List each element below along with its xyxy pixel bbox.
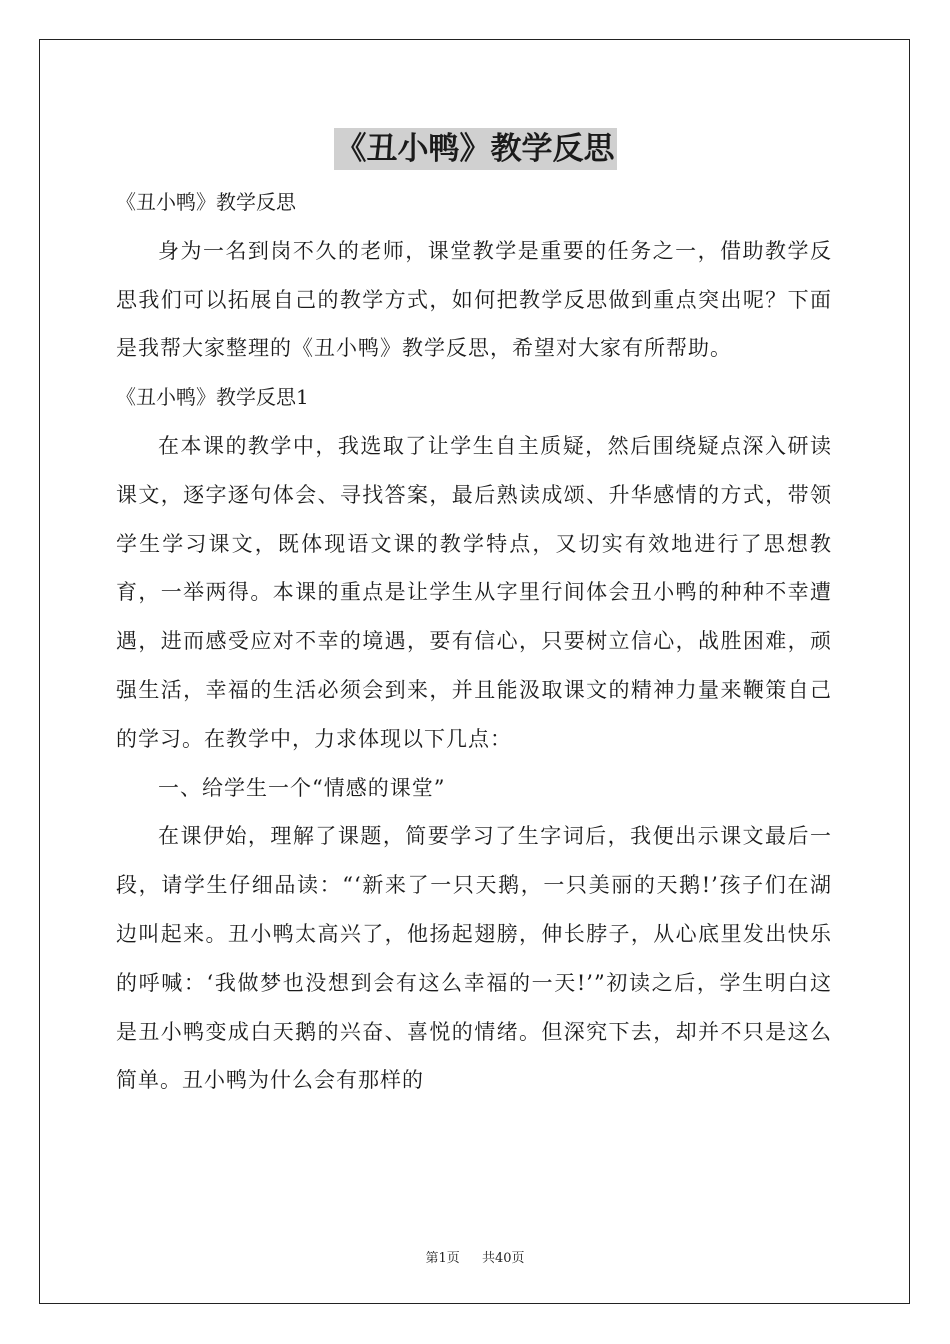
page-total: 共40页 <box>482 1251 525 1266</box>
section-heading: 《丑小鸭》教学反思 <box>116 190 296 214</box>
paragraph: 在本课的教学中，我选取了让学生自主质疑，然后围绕疑点深入研读课文，逐字逐句体会、寻找答案，最后熟读成颂、升华感情的方式，带领学生学习课文，既体现语文课的教学特点，又切实有效地进行了思想教育，一举两得。本课的重点是让学生从字里行间体会丑小鸭的种种不幸遭遇，进而感受应对不幸的境遇，要有信心，只要树立信心，战胜困难，顽强生活，幸福的生活必须会到来，并且能汲取课文的精神力量来鞭策自己的学习。在教学中，力求体现以下几点： <box>116 433 832 751</box>
title-area <box>0 128 950 170</box>
page-footer <box>0 1247 950 1266</box>
paragraph: 一、给学生一个“情感的课堂” <box>158 775 446 800</box>
paragraph: 身为一名到岗不久的老师，课堂教学是重要的任务之一，借助教学反思我们可以拓展自己的教学方式，如何把教学反思做到重点突出呢？下面是我帮大家整理的《丑小鸭》教学反思，希望对大家有所帮助。 <box>116 238 832 361</box>
section-heading: 《丑小鸭》教学反思1 <box>116 385 309 410</box>
paragraph: 在课伊始，理解了课题，简要学习了生字词后，我便出示课文最后一段，请学生仔细品读：“‘新来了一只天鹅，一只美丽的天鹅!’孩子们在湖边叫起来。丑小鸭太高兴了，他扬起翅膀，伸长脖子，从心底里发出快乐的呼喊：‘我做梦也没想到会有这么幸福的一天!’”初读之后，学生明白这是丑小鸭变成白天鹅的兴奋、喜悦的情绪。但深究下去，却并不只是这么简单。丑小鸭为什么会有那样的 <box>116 824 832 1093</box>
page-number: 第1页 <box>425 1251 460 1266</box>
document-body <box>116 178 832 1105</box>
document-title: 《丑小鸭》教学反思 <box>334 128 617 170</box>
